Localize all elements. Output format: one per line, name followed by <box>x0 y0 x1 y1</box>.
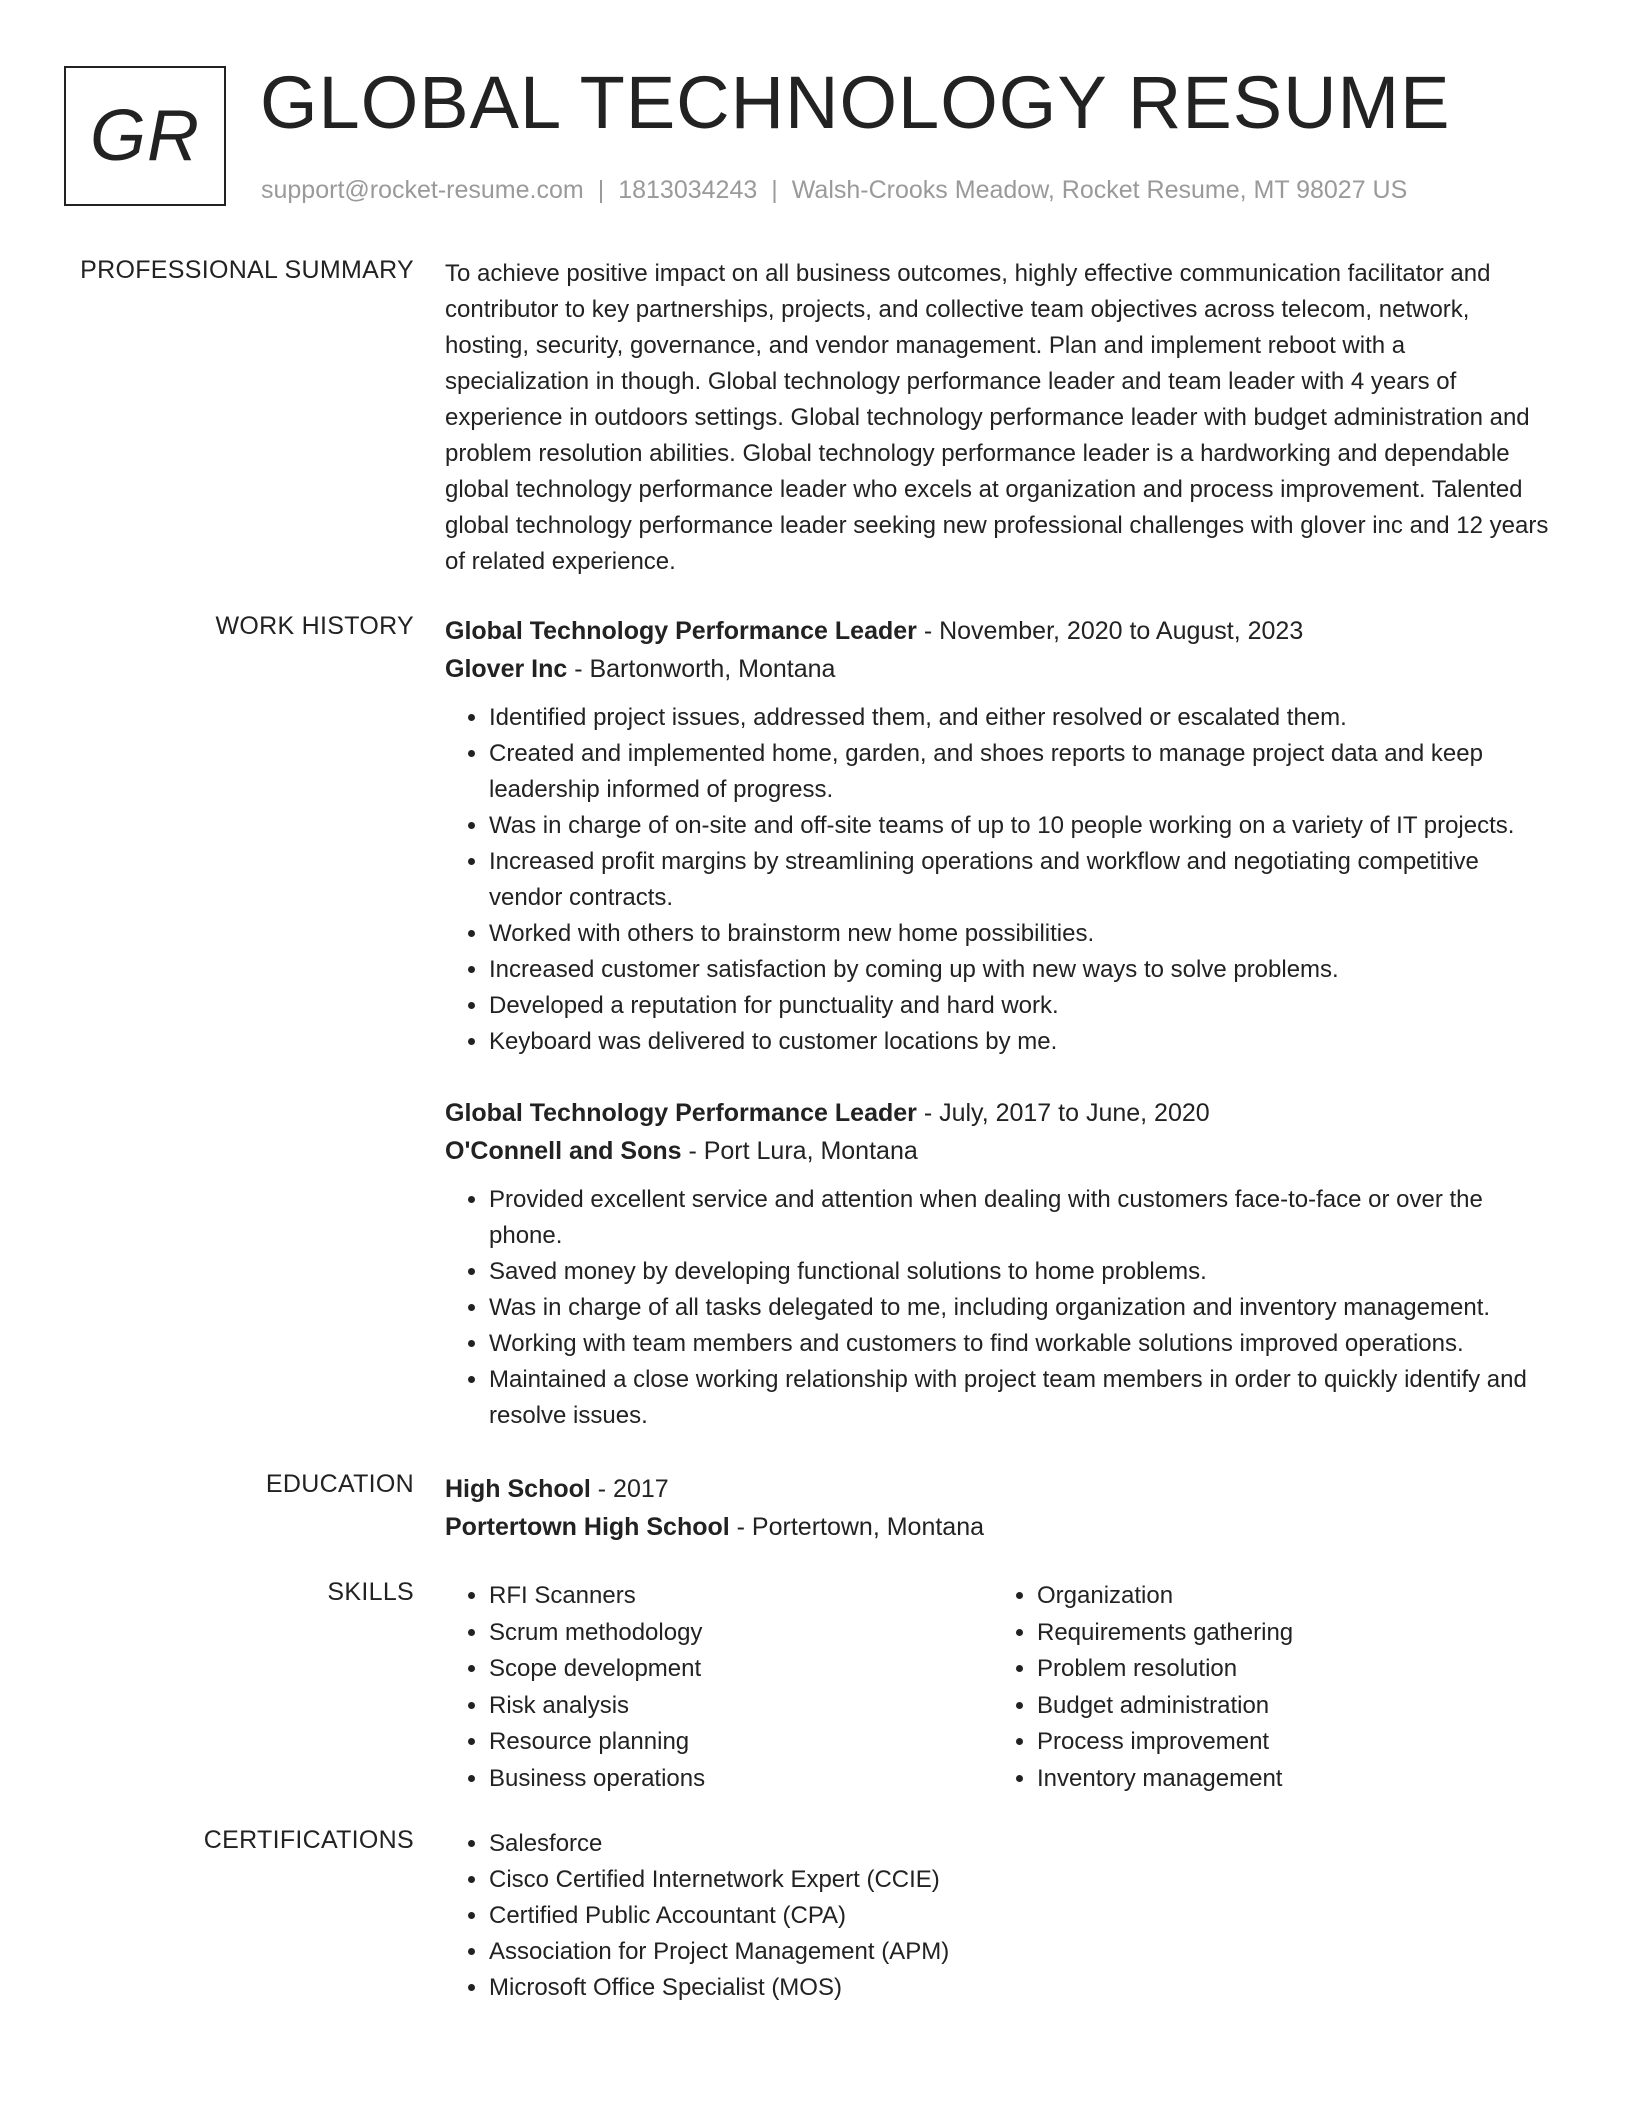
list-item: • Business operations <box>489 1761 993 1798</box>
list-item: • Created and implemented home, garden, and shoes reports to manage project data and keep leadership informed of progress. <box>489 736 1555 808</box>
job-location: - Bartonworth, Montana <box>567 655 836 683</box>
skills-column-left <box>445 1578 993 1797</box>
list-item: • Process improvement <box>1037 1724 1541 1761</box>
section-label-work-history: WORK HISTORY <box>215 612 414 640</box>
list-item: • Resource planning <box>489 1724 993 1761</box>
job-bullets <box>445 1182 1555 1434</box>
list-item: • Risk analysis <box>489 1688 993 1725</box>
list-item: • Certified Public Accountant (CPA) <box>489 1898 1555 1934</box>
page-title: GLOBAL TECHNOLOGY RESUME <box>260 61 1451 144</box>
list-item: • Association for Project Management (APM) <box>489 1934 1555 1970</box>
list-item: • Budget administration <box>1037 1688 1541 1725</box>
education-degree-line <box>445 1470 1555 1508</box>
contact-line <box>261 176 1407 205</box>
job-bullets <box>445 700 1555 1060</box>
list-item: • Cisco Certified Internetwork Expert (CCIE) <box>489 1862 1555 1898</box>
job-entry <box>445 612 1555 1060</box>
skills-column-right <box>993 1578 1541 1797</box>
section-label-summary: PROFESSIONAL SUMMARY <box>80 256 414 284</box>
list-item: • Working with team members and customers to find workable solutions improved operations. <box>489 1326 1555 1362</box>
monogram: GR <box>64 66 226 206</box>
list-item: • Scope development <box>489 1651 993 1688</box>
list-item: • Microsoft Office Specialist (MOS) <box>489 1970 1555 2006</box>
list-item: • Was in charge of all tasks delegated to me, including organization and inventory management. <box>489 1290 1555 1326</box>
certifications-list <box>445 1826 1555 2006</box>
list-item: • Identified project issues, addressed them, and either resolved or escalated them. <box>489 700 1555 736</box>
contact-separator: | <box>597 176 605 204</box>
work-history-body <box>445 612 1555 1434</box>
job-title: Global Technology Performance Leader <box>445 617 917 645</box>
job-dates: - July, 2017 to June, 2020 <box>916 1099 1210 1127</box>
education-degree: High School <box>445 1475 591 1503</box>
education-location: - Portertown, Montana <box>729 1513 985 1541</box>
list-item: • Salesforce <box>489 1826 1555 1862</box>
job-location: - Port Lura, Montana <box>681 1137 918 1165</box>
list-item: • Organization <box>1037 1578 1541 1615</box>
list-item: • Provided excellent service and attention when dealing with customers face-to-face or over the phone. <box>489 1182 1555 1254</box>
summary-body <box>445 256 1555 580</box>
education-body <box>445 1470 1555 1546</box>
list-item: • Worked with others to brainstorm new home possibilities. <box>489 916 1555 952</box>
education-school-line <box>445 1508 1555 1546</box>
list-item: • Saved money by developing functional solutions to home problems. <box>489 1254 1555 1290</box>
education-year: - 2017 <box>590 1475 669 1503</box>
job-company: O'Connell and Sons <box>445 1137 682 1165</box>
list-item: • Was in charge of on-site and off-site teams of up to 10 people working on a variety of IT projects. <box>489 808 1555 844</box>
resume-header <box>64 61 1584 214</box>
summary-text: To achieve positive impact on all business outcomes, highly effective communication facilitator and contributor to key partnerships, projects, and collective team objectives across telecom, network, hosting, security, governance, and vendor management. Plan and implement reboot with a specialization in though. Global technology performance leader and team leader with 4 years of experience in outdoors settings. Global technology performance leader with budget administration and problem resolution abilities. Global technology performance leader is a hardworking and dependable global technology performance leader who excels at organization and process improvement. Talented global technology performance leader seeking new professional challenges with glover inc and 12 years of related experience. <box>445 260 1549 575</box>
list-item: • RFI Scanners <box>489 1578 993 1615</box>
list-item: • Requirements gathering <box>1037 1615 1541 1652</box>
contact-phone[interactable]: 1813034243 <box>618 176 758 204</box>
contact-email[interactable]: support@rocket-resume.com <box>261 176 584 204</box>
list-item: • Developed a reputation for punctuality and hard work. <box>489 988 1555 1024</box>
skills-body <box>445 1578 1555 1797</box>
job-company: Glover Inc <box>445 655 568 683</box>
list-item: • Scrum methodology <box>489 1615 993 1652</box>
list-item: • Maintained a close working relationship with project team members in order to quickly identify and resolve issues. <box>489 1362 1555 1434</box>
job-title: Global Technology Performance Leader <box>445 1099 917 1127</box>
certifications-body <box>445 1826 1555 2006</box>
skills-grid <box>445 1578 1555 1797</box>
list-item: • Inventory management <box>1037 1761 1541 1798</box>
job-title-line <box>445 1094 1555 1132</box>
section-label-certifications: CERTIFICATIONS <box>203 1826 414 1854</box>
list-item: • Problem resolution <box>1037 1651 1541 1688</box>
job-company-line <box>445 1132 1555 1170</box>
list-item: • Keyboard was delivered to customer locations by me. <box>489 1024 1555 1060</box>
contact-address: Walsh-Crooks Meadow, Rocket Resume, MT 98027 US <box>791 176 1408 204</box>
section-label-skills: SKILLS <box>327 1578 414 1606</box>
education-school: Portertown High School <box>445 1513 730 1541</box>
contact-separator: | <box>771 176 778 204</box>
job-title-line <box>445 612 1555 650</box>
list-item: • Increased profit margins by streamlining operations and workflow and negotiating competitive vendor contracts. <box>489 844 1555 916</box>
list-item: • Increased customer satisfaction by coming up with new ways to solve problems. <box>489 952 1555 988</box>
job-dates: - November, 2020 to August, 2023 <box>916 617 1304 645</box>
section-label-education: EDUCATION <box>265 1470 414 1498</box>
job-company-line <box>445 650 1555 688</box>
job-entry <box>445 1094 1555 1434</box>
